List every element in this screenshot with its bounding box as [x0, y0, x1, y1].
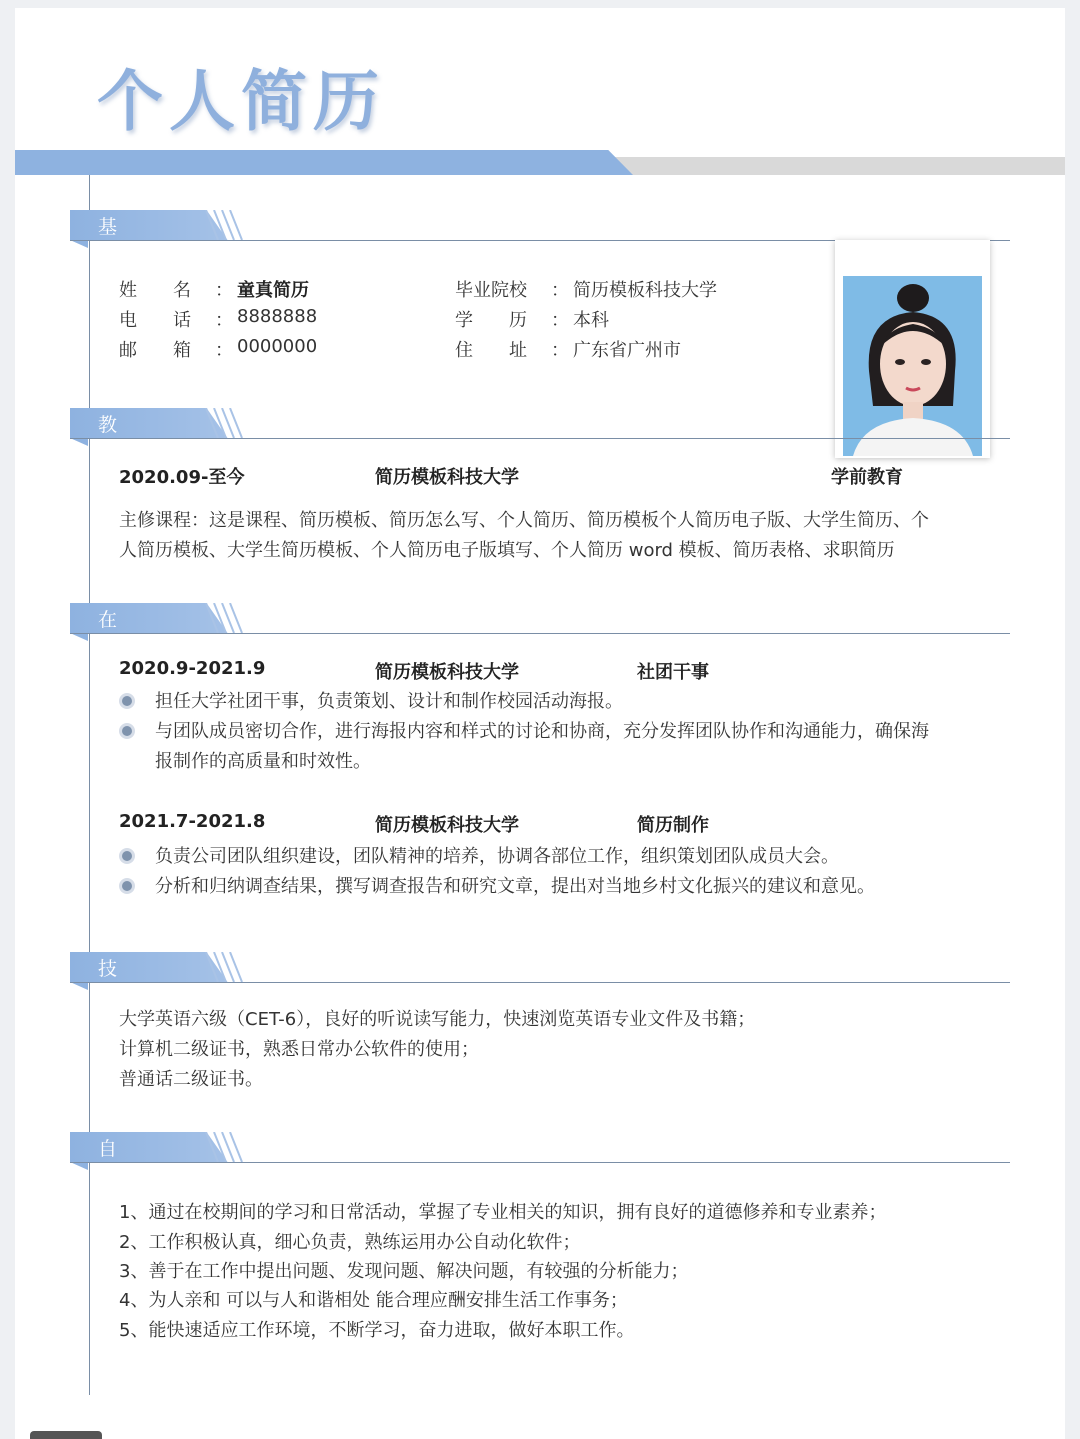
edu-courses-line1: 主修课程：这是课程、简历模板、简历怎么写、个人简历、简历模板个人简历电子版、大学生简历、个 [119, 510, 929, 531]
self-eval-line: 5、能快速适应工作环境，不断学习，奋力进取，做好本职工作。 [119, 1320, 635, 1341]
list-item: 与团队成员密切合作，进行海报内容和样式的讨论和协商，充分发挥团队协作和沟通能力，确保海 [155, 721, 929, 742]
skill-line: 普通话二级证书。 [119, 1069, 263, 1090]
colon: ： [551, 280, 569, 301]
section-title: 自我评价 [98, 1138, 119, 1241]
page-title: 个人简历 [97, 63, 385, 140]
stripes-icon [200, 952, 250, 982]
section-title: 技能证书 [98, 958, 119, 1061]
stripes-icon [200, 603, 250, 633]
campus-period: 2021.7-2021.8 [119, 811, 266, 832]
colon: ： [215, 280, 233, 301]
edu-period: 2020.09-至今 [119, 467, 245, 488]
edu-major: 学前教育 [831, 467, 903, 488]
self-eval-line: 3、善于在工作中提出问题、发现问题、解决问题，有较强的分析能力； [119, 1261, 689, 1282]
edu-school: 简历模板科技大学 [375, 467, 519, 488]
self-eval-line: 2、工作积极认真，细心负责，熟练运用办公自动化软件； [119, 1232, 581, 1253]
section-title: 在校经历 [98, 609, 119, 712]
self-eval-line: 1、通过在校期间的学习和日常活动，掌握了专业相关的知识，拥有良好的道德修养和专业素养； [119, 1202, 887, 1223]
campus-role: 简历制作 [637, 815, 709, 836]
name-value: 童真简历 [237, 280, 309, 301]
resume-page [15, 8, 1065, 1439]
circle-bullet-icon [122, 726, 132, 736]
list-item: 报制作的高质量和时效性。 [155, 751, 371, 772]
campus-role: 社团干事 [637, 662, 709, 683]
campus-period: 2020.9-2021.9 [119, 658, 266, 679]
list-item: 分析和归纳调查结果，撰写调查报告和研究文章，提出对当地乡村文化振兴的建议和意见。 [155, 876, 875, 897]
circle-bullet-icon [122, 696, 132, 706]
colon: ： [551, 310, 569, 331]
stripes-icon [200, 1132, 250, 1162]
circle-bullet-icon [122, 881, 132, 891]
degree-label: 学 历 [455, 310, 527, 331]
header-band-gray [615, 157, 1065, 175]
section-title: 基本信息 [98, 216, 119, 319]
skill-line: 大学英语六级（CET-6），良好的听说读写能力，快速浏览英语专业文件及书籍； [119, 1009, 756, 1030]
phone-label: 电 话 [119, 310, 191, 331]
mail-value: 0000000 [237, 336, 318, 357]
section-title: 教育背景 [98, 414, 119, 517]
campus-org: 简历模板科技大学 [375, 662, 519, 683]
phone-value: 8888888 [237, 306, 318, 327]
colon: ： [215, 310, 233, 331]
colon: ： [215, 340, 233, 361]
circle-bullet-icon [122, 851, 132, 861]
stripes-icon [200, 210, 250, 240]
list-item: 担任大学社团干事，负责策划、设计和制作校园活动海报。 [155, 691, 623, 712]
portrait-photo [843, 276, 982, 456]
scroll-handle[interactable] [30, 1431, 102, 1439]
address-label: 住 址 [455, 340, 527, 361]
timeline-line [89, 175, 90, 1395]
self-eval-line: 4、为人亲和 可以与人和谐相处 能合理应酬安排生活工作事务； [119, 1290, 628, 1311]
skill-line: 计算机二级证书，熟悉日常办公软件的使用； [119, 1039, 479, 1060]
campus-org: 简历模板科技大学 [375, 815, 519, 836]
school-value: 简历模板科技大学 [573, 280, 717, 301]
edu-courses-line2: 人简历模板、大学生简历模板、个人简历电子版填写、个人简历 word 模板、简历表格、求职简历 [119, 540, 895, 561]
degree-value: 本科 [573, 310, 609, 331]
mail-label: 邮 箱 [119, 340, 191, 361]
header-band-blue [15, 150, 633, 175]
colon: ： [551, 340, 569, 361]
list-item: 负责公司团队组织建设，团队精神的培养，协调各部位工作，组织策划团队成员大会。 [155, 846, 839, 867]
address-value: 广东省广州市 [573, 340, 681, 361]
name-label: 姓 名 [119, 280, 191, 301]
photo-frame [835, 240, 990, 458]
school-label: 毕业院校 [455, 280, 527, 301]
stripes-icon [200, 408, 250, 438]
